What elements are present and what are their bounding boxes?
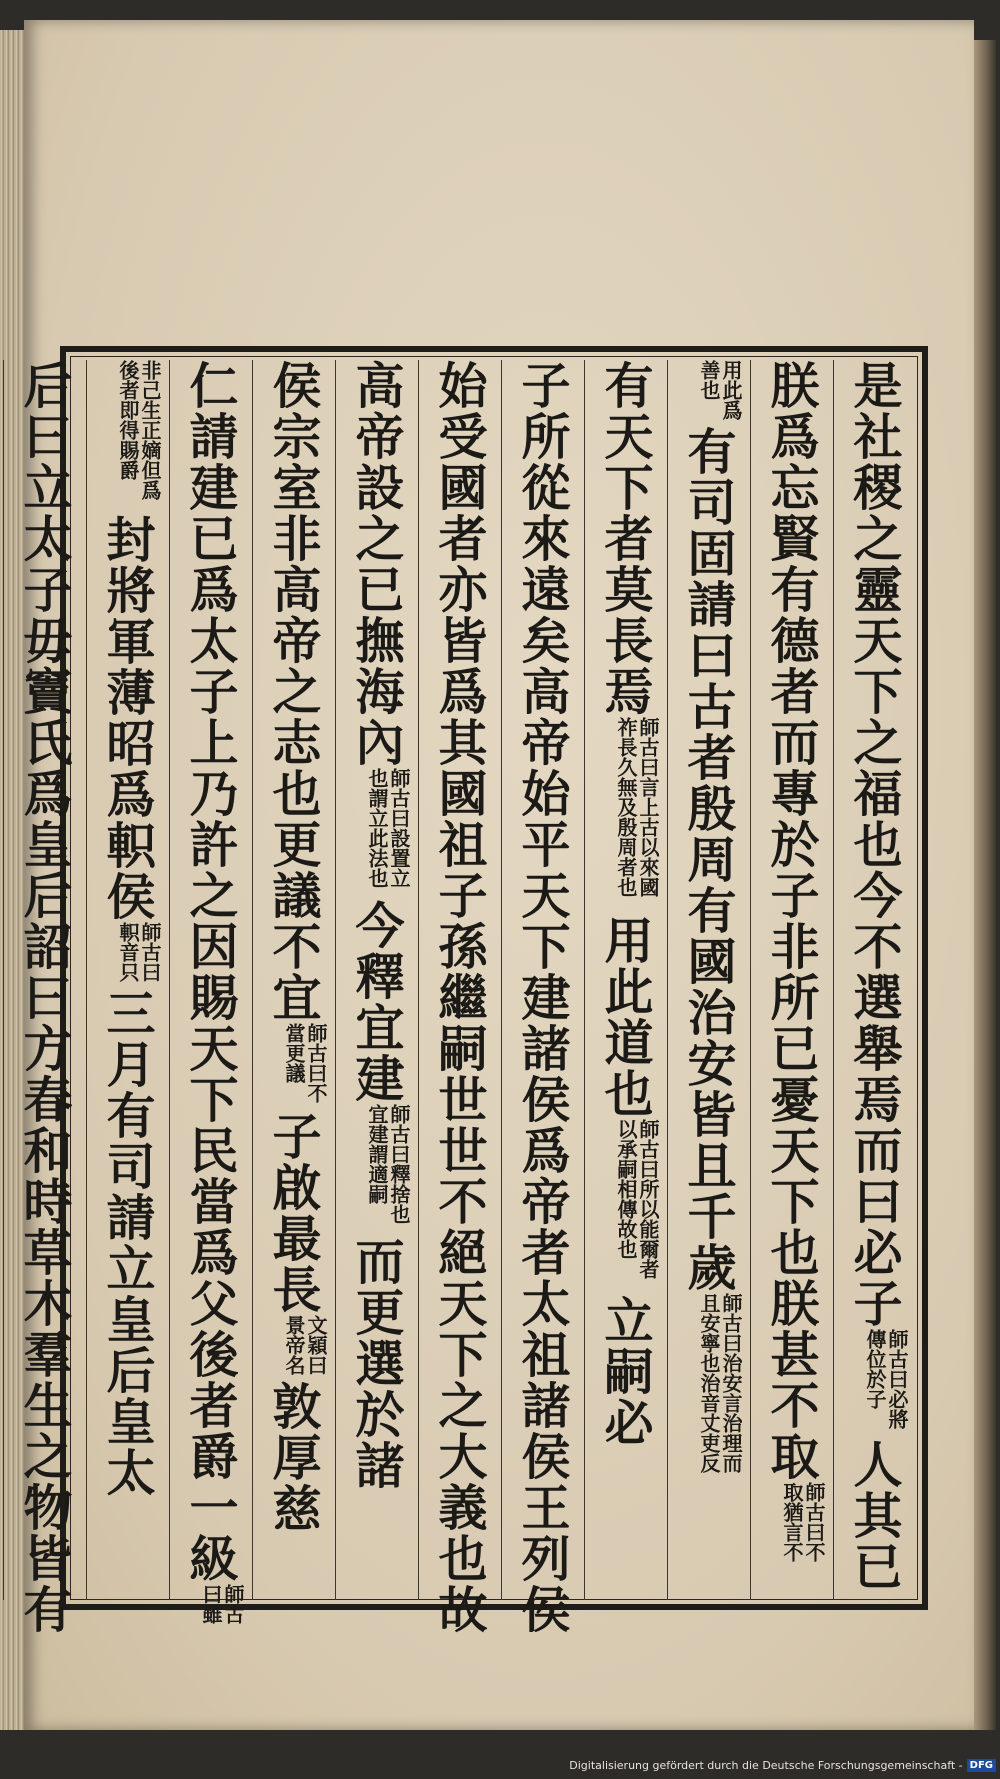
main-text: 后曰立太子毋竇氏爲皇后詔曰方春和時草木羣生之物皆有	[16, 360, 74, 1635]
dfg-logo: DFG	[967, 1759, 996, 1772]
text-column-12	[0, 360, 3, 1600]
main-text: 敦厚慈	[265, 1381, 323, 1534]
text-column-2	[750, 360, 833, 1600]
main-text: 高帝設之已撫海內	[348, 360, 406, 768]
main-text: 始受國者亦皆爲其國祖子孫繼嗣世世不絕天下之大義也故	[431, 360, 489, 1635]
main-text: 人其已	[846, 1439, 904, 1592]
dfg-credit: Digitalisierung gefördert durch die Deutsche Forschungsgemeinschaft -	[569, 1758, 963, 1772]
main-text: 仁請建已爲太子上乃許之因賜天下民當爲父後者爵一級	[182, 360, 240, 1584]
commentary-note: 用此爲善也	[697, 360, 743, 420]
text-column-10	[86, 360, 169, 1600]
text-column-6	[418, 360, 501, 1635]
commentary-note: 師古曰必將傳位於子	[863, 1329, 909, 1429]
main-text: 侯宗室非高帝之志也更議不宜	[265, 360, 323, 1023]
text-column-7	[335, 360, 418, 1600]
main-text: 是社稷之靈天下之福也今不選舉焉而曰必子	[846, 360, 904, 1329]
main-text: 今釋宜建	[348, 900, 406, 1104]
main-text: 子所從來遠矣高帝始平天下建諸侯爲帝者太祖諸侯王列侯	[514, 360, 572, 1635]
text-column-5	[501, 360, 584, 1635]
commentary-note: 師古曰所以能爾者以承嗣相傳故也	[614, 1119, 660, 1279]
main-text: 有司固請曰古者殷周有國治安皆且千歲	[680, 426, 738, 1293]
commentary-note: 師古曰軹音只	[116, 922, 162, 982]
main-text: 而更選於諸	[348, 1236, 406, 1491]
text-column-8	[252, 360, 335, 1600]
main-text: 立嗣必	[597, 1295, 655, 1448]
text-column-3	[667, 360, 750, 1600]
book-page	[16, 20, 974, 1730]
commentary-note: 文穎曰景帝名	[282, 1315, 328, 1375]
commentary-note: 師古曰設置立也謂立此法也	[365, 768, 411, 888]
main-text: 封將軍薄昭爲軹侯	[99, 514, 157, 922]
page-right-edge	[974, 40, 996, 1730]
text-column-11	[3, 360, 86, 1635]
commentary-note: 師古曰言上古以來國祚長久無及殷周者也	[614, 717, 660, 897]
dfg-footer	[569, 1757, 996, 1773]
text-column-1	[833, 360, 916, 1600]
commentary-note: 師古曰雖	[199, 1584, 245, 1624]
commentary-note: 非己生正嫡但爲後者即得賜爵	[116, 360, 162, 500]
main-text: 三月有司請立皇后皇太	[99, 988, 157, 1498]
commentary-note: 師古曰釋捨也宜建謂適嗣	[365, 1104, 411, 1224]
main-text: 用此道也	[597, 915, 655, 1119]
text-frame	[16, 346, 928, 1635]
main-text: 朕爲忘賢有德者而專於子非所已憂天下也朕甚不取	[763, 360, 821, 1482]
main-text: 有天下者莫長焉	[597, 360, 655, 717]
main-text: 子啟最長	[265, 1111, 323, 1315]
text-columns	[16, 360, 916, 1635]
text-column-4	[584, 360, 667, 1600]
commentary-note: 師古曰不取猶言不	[780, 1482, 826, 1562]
commentary-note: 師古曰不當更議	[282, 1023, 328, 1103]
commentary-note: 師古曰治安言治理而且安寧也治音丈吏反	[697, 1293, 743, 1473]
text-column-9	[169, 360, 252, 1624]
